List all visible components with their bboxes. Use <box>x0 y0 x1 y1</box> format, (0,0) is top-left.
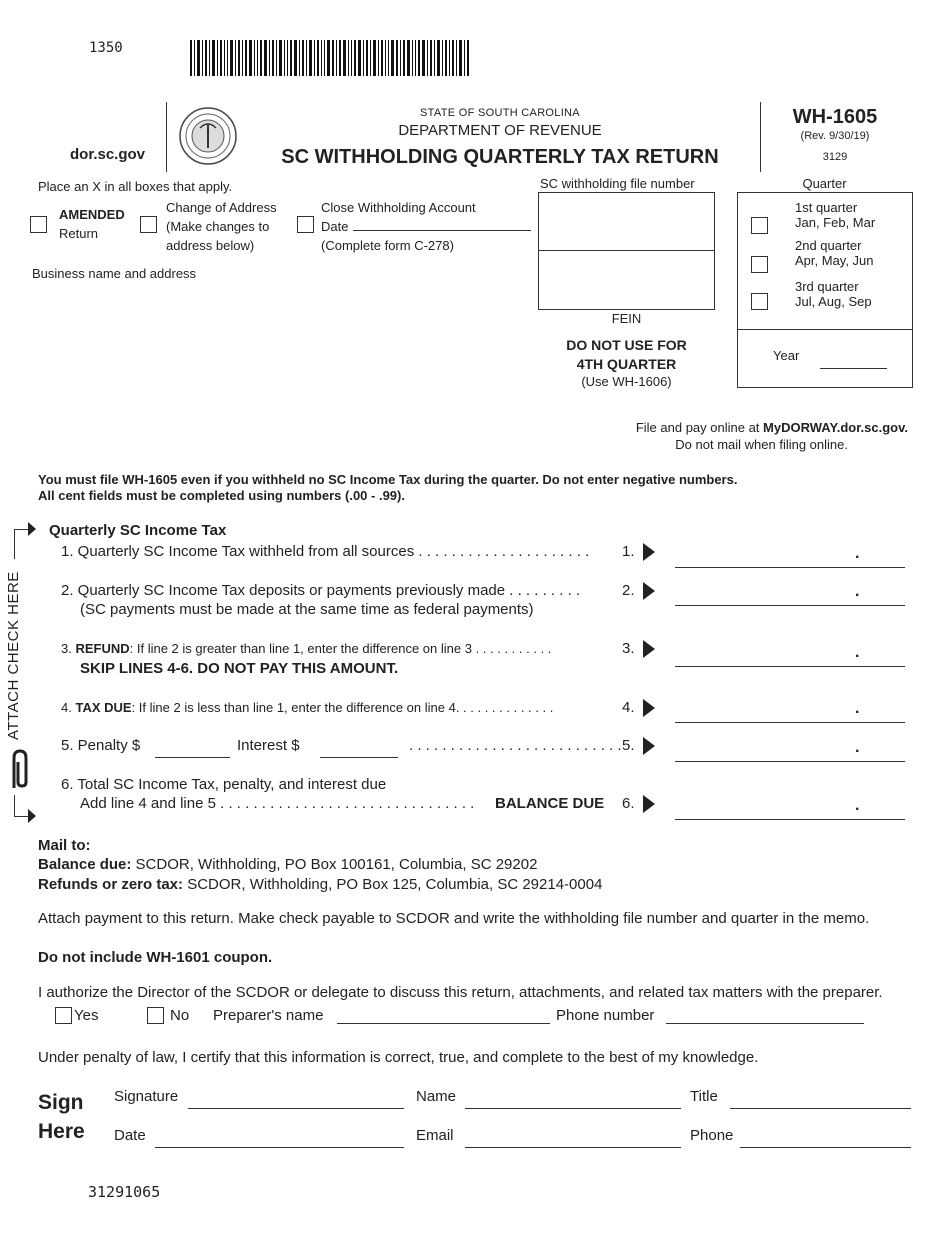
fourth-quarter-notice-sub: (Use WH-1606) <box>581 374 672 389</box>
year-box <box>737 329 913 388</box>
line-4-label: 4. TAX DUE: If line 2 is less than line 1, enter the difference on line 4. . . . . . . . . . . . . . <box>61 700 554 715</box>
quarter-3-label: 3rd quarter Jul, Aug, Sep <box>795 279 872 309</box>
line-5-interest-label: Interest $ <box>237 737 300 754</box>
line-5-amount-field[interactable] <box>675 761 905 762</box>
line-4-decimal: . <box>855 700 860 717</box>
line-4-arrow-icon <box>643 699 655 717</box>
online-filing-note-2: Do not mail when filing online. <box>675 437 848 452</box>
phone-field[interactable] <box>740 1147 911 1148</box>
coupon-notice: Do not include WH-1601 coupon. <box>38 949 273 966</box>
line-3-sublabel: SKIP LINES 4-6. DO NOT PAY THIS AMOUNT. <box>80 660 399 677</box>
quarter-1-checkbox[interactable] <box>751 217 768 234</box>
checkbox-instruction: Place an X in all boxes that apply. <box>38 179 233 194</box>
preparer-phone-field[interactable] <box>666 1023 864 1024</box>
interest-field[interactable] <box>320 757 398 758</box>
date-field[interactable] <box>155 1147 404 1148</box>
quarter-label: Quarter <box>802 176 847 191</box>
line-2-arrow-icon <box>643 582 655 600</box>
attach-check-label: ATTACH CHECK HERE <box>5 571 22 740</box>
line-6-amount-field[interactable] <box>675 819 905 820</box>
footer-scan-code: 31291065 <box>88 1183 161 1201</box>
name-field[interactable] <box>465 1108 681 1109</box>
signature-field[interactable] <box>188 1108 404 1109</box>
line-2-sublabel: (SC payments must be made at the same time as federal payments) <box>80 601 534 618</box>
mail-refunds: Refunds or zero tax: SCDOR, Withholding, PO Box 125, Columbia, SC 29214-0004 <box>38 876 603 893</box>
line-3-amount-field[interactable] <box>675 666 905 667</box>
title-label: Title <box>690 1088 718 1105</box>
preparer-name-field[interactable] <box>337 1023 550 1024</box>
line-2-label: 2. Quarterly SC Income Tax deposits or payments previously made . . . . . . . . . <box>61 582 581 599</box>
line-1-decimal: . <box>855 545 860 562</box>
tax-section-title: Quarterly SC Income Tax <box>49 522 227 539</box>
authorization-text: I authorize the Director of the SCDOR or delegate to discuss this return, attachments, and related tax matters with the preparer. <box>38 984 883 1001</box>
name-label: Name <box>416 1088 457 1105</box>
email-field[interactable] <box>465 1147 681 1148</box>
year-field[interactable] <box>820 368 887 369</box>
online-filing-note: File and pay online at MyDORWAY.dor.sc.gov. <box>635 420 908 435</box>
department-name: DEPARTMENT OF REVENUE <box>398 122 602 139</box>
sign-here-title: Sign Here <box>38 1091 85 1143</box>
line-5-decimal: . <box>855 739 860 756</box>
line-5-penalty-label: 5. Penalty $ <box>61 737 141 754</box>
attach-arrow-top-icon <box>28 522 36 536</box>
file-number-label: SC withholding file number <box>540 176 695 191</box>
change-address-checkbox[interactable] <box>140 216 157 233</box>
line-2-amount-field[interactable] <box>675 605 905 606</box>
change-address-label: Change of Address (Make changes to address below) <box>166 200 277 253</box>
form-revision: (Rev. 9/30/19) <box>800 130 870 142</box>
line-2-number: 2. <box>622 582 635 599</box>
file-number-field[interactable] <box>538 192 715 251</box>
authorize-no-label: No <box>170 1007 190 1024</box>
phone-label: Phone <box>690 1127 734 1144</box>
preparer-name-label: Preparer's name <box>213 1007 324 1024</box>
line-6-number: 6. <box>622 795 635 812</box>
page-title: SC WITHHOLDING QUARTERLY TAX RETURN <box>281 146 719 168</box>
line-1-amount-field[interactable] <box>675 567 905 568</box>
fein-field[interactable] <box>538 250 715 310</box>
line-4-number: 4. <box>622 699 635 716</box>
quarter-3-checkbox[interactable] <box>751 293 768 310</box>
year-label: Year <box>773 348 800 363</box>
amended-checkbox[interactable] <box>30 216 47 233</box>
email-label: Email <box>416 1127 454 1144</box>
quarter-2-label: 2nd quarter Apr, May, Jun <box>795 238 874 268</box>
attach-arrow-bottom-icon <box>28 809 36 823</box>
line-6-sublabel: Add line 4 and line 5 . . . . . . . . . . . . . . . . . . . . . . . . . . . . . . . <box>80 795 475 812</box>
title-field[interactable] <box>730 1108 911 1109</box>
line-5-arrow-icon <box>643 737 655 755</box>
line-1-arrow-icon <box>643 543 655 561</box>
cents-notice: All cent fields must be completed using numbers (.00 - .99). <box>38 488 405 503</box>
mail-to-title: Mail to: <box>38 837 91 854</box>
form-id: WH-1605 <box>792 106 878 128</box>
header-divider-left <box>166 102 167 172</box>
penalty-certification: Under penalty of law, I certify that this information is correct, true, and complete to the best of my knowledge. <box>38 1049 759 1066</box>
line-5-dots: . . . . . . . . . . . . . . . . . . . . . . . . . . <box>409 737 622 754</box>
barcode <box>190 40 470 76</box>
paperclip-icon <box>6 748 30 792</box>
state-seal-icon <box>178 106 238 166</box>
filing-notice: You must file WH-1605 even if you withheld no SC Income Tax during the quarter. Do not enter negative numbers. <box>38 472 738 487</box>
amended-sublabel: Return <box>59 226 99 241</box>
close-account-checkbox[interactable] <box>297 216 314 233</box>
payment-instruction: Attach payment to this return. Make check payable to SCDOR and write the withholding file number and quarter in the memo. <box>38 910 870 927</box>
balance-due-label: BALANCE DUE <box>495 795 605 812</box>
form-scan-code: 1350 <box>89 40 123 56</box>
quarter-1-label: 1st quarter Jan, Feb, Mar <box>795 200 876 230</box>
penalty-field[interactable] <box>155 757 230 758</box>
fein-label: FEIN <box>611 311 642 326</box>
authorize-yes-checkbox[interactable] <box>55 1007 72 1024</box>
line-3-label: 3. REFUND: If line 2 is greater than line 1, enter the difference on line 3 . . . . . . . . . . . <box>61 641 552 656</box>
state-name: STATE OF SOUTH CAROLINA <box>420 107 580 119</box>
quarter-2-checkbox[interactable] <box>751 256 768 273</box>
line-3-decimal: . <box>855 644 860 661</box>
business-address-label: Business name and address <box>32 266 197 281</box>
line-3-number: 3. <box>622 640 635 657</box>
signature-label: Signature <box>114 1088 179 1105</box>
line-6-arrow-icon <box>643 795 655 813</box>
line-3-arrow-icon <box>643 640 655 658</box>
line-4-amount-field[interactable] <box>675 722 905 723</box>
mail-balance-due: Balance due: SCDOR, Withholding, PO Box 100161, Columbia, SC 29202 <box>38 856 538 873</box>
line-1-number: 1. <box>622 543 635 560</box>
amended-label: AMENDED <box>59 207 125 222</box>
line-6-decimal: . <box>855 797 860 814</box>
line-1-label: 1. Quarterly SC Income Tax withheld from all sources . . . . . . . . . . . . . . . . . . . . . <box>61 543 590 560</box>
website: dor.sc.gov <box>70 146 146 163</box>
preparer-phone-label: Phone number <box>556 1007 655 1024</box>
form-code: 3129 <box>822 151 848 163</box>
date-label: Date <box>114 1127 146 1144</box>
line-2-decimal: . <box>855 583 860 600</box>
authorize-yes-label: Yes <box>74 1007 99 1024</box>
authorize-no-checkbox[interactable] <box>147 1007 164 1024</box>
line-5-number: 5. <box>622 737 635 754</box>
close-date-field[interactable] <box>353 230 531 231</box>
fourth-quarter-notice: DO NOT USE FOR 4TH QUARTER <box>566 337 687 372</box>
close-account-label: Close Withholding Account Date (Complete form C-278) <box>321 200 476 253</box>
line-6-label: 6. Total SC Income Tax, penalty, and interest due <box>61 776 387 793</box>
